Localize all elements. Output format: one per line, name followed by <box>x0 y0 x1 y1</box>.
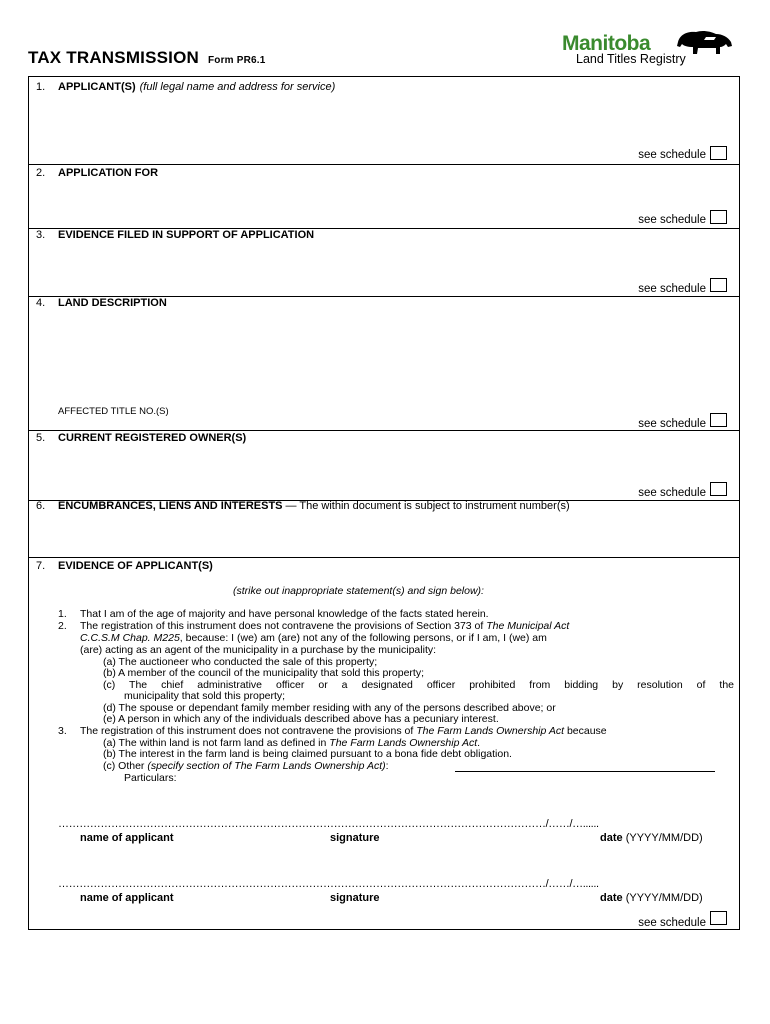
signature-line-1[interactable]: …………………………………………………………………………………………………………………………/……/…...... <box>58 818 599 830</box>
particulars-label: Particulars: <box>124 772 177 784</box>
signature-label-2: signature <box>330 892 380 904</box>
farm-lands-act-ref-2: The Farm Lands Ownership Act <box>329 737 478 749</box>
date-label-text-1: date <box>600 832 623 844</box>
divider-6 <box>28 557 740 558</box>
section-3-title: EVIDENCE FILED IN SUPPORT OF APPLICATION <box>58 229 315 241</box>
date-label-text-2: date <box>600 892 623 904</box>
divider-4 <box>28 430 740 431</box>
statement-3-text-b: because <box>564 725 607 737</box>
see-schedule-checkbox-6[interactable] <box>710 911 727 925</box>
section-6-number: 6. <box>36 500 46 512</box>
section-2-heading <box>36 167 158 179</box>
statement-2-item-a: (a) The auctioneer who conducted the sale of this property; <box>103 656 378 668</box>
statement-2-item-c-cont: municipality that sold this property; <box>124 690 286 702</box>
statement-2-text-b: , because: I (we) am (are) not any of the following persons, or if I am, I (we) am <box>179 632 547 644</box>
section-6-description: — The within document is subject to instrument number(s) <box>282 500 570 512</box>
date-label-1 <box>600 832 703 844</box>
section-1-title: APPLICANT(S) <box>58 81 136 93</box>
strike-out-note: (strike out inappropriate statement(s) and sign below): <box>233 585 484 597</box>
form-title-text: TAX TRANSMISSION <box>28 48 200 67</box>
statement-2-number: 2. <box>58 620 67 632</box>
statement-2-text-c: (are) acting as an agent of the municipality in a purchase by the municipality: <box>80 644 437 656</box>
see-schedule-label-4: see schedule <box>638 418 706 430</box>
section-4-title: LAND DESCRIPTION <box>58 297 167 309</box>
divider-1 <box>28 164 740 165</box>
section-3-heading <box>36 229 314 241</box>
municipal-act-ref: The Municipal Act <box>486 620 570 632</box>
section-2-number: 2. <box>36 167 46 179</box>
other-specify-line[interactable] <box>455 771 715 772</box>
affected-title-label: AFFECTED TITLE NO.(S) <box>58 406 169 417</box>
section-6-title: ENCUMBRANCES, LIENS AND INTERESTS <box>58 500 283 512</box>
manitoba-logo-text: Manitoba <box>562 32 651 55</box>
see-schedule-checkbox-1[interactable] <box>710 146 727 160</box>
section-7-heading <box>36 560 213 572</box>
see-schedule-checkbox-5[interactable] <box>710 482 727 496</box>
statement-2-line-2 <box>80 633 547 645</box>
statement-3-item-c-text: (c) Other <box>103 760 145 772</box>
statement-2-item-d: (d) The spouse or dependant family member residing with any of the persons described above; or <box>103 702 556 714</box>
section-2-title: APPLICATION FOR <box>58 167 159 179</box>
section-3-number: 3. <box>36 229 46 241</box>
date-format-1: (YYYY/MM/DD) <box>625 832 703 844</box>
section-4-number: 4. <box>36 297 46 309</box>
see-schedule-label-5: see schedule <box>638 487 706 499</box>
statement-3-item-a-end: . <box>477 737 481 749</box>
date-format-2: (YYYY/MM/DD) <box>625 892 703 904</box>
statement-2-item-c: (c) The chief administrative officer or a designated officer prohibited from bidding by resolution of the <box>103 679 734 691</box>
date-label-2 <box>600 892 703 904</box>
statement-1-text: That I am of the age of majority and have personal knowledge of the facts stated herein. <box>80 608 489 620</box>
name-of-applicant-label-2: name of applicant <box>80 892 174 904</box>
statement-2-item-e: (e) A person in which any of the individuals described above has a pecuniary interest. <box>103 713 499 725</box>
statement-3-item-c-colon: : <box>385 760 389 772</box>
statement-1-number: 1. <box>58 608 67 620</box>
statement-3-item-b: (b) The interest in the farm land is being claimed pursuant to a bona fide debt obligation. <box>103 748 512 760</box>
signature-line-2[interactable]: …………………………………………………………………………………………………………………………/……/…...... <box>58 878 599 890</box>
section-5-heading <box>36 432 246 444</box>
statement-2-line-1 <box>80 621 569 633</box>
statement-3-item-c-spec: (specify section of The Farm Lands Ownership Act) <box>147 760 386 772</box>
see-schedule-checkbox-2[interactable] <box>710 210 727 224</box>
statement-3-text-a: The registration of this instrument does not contravene the provisions of <box>80 725 414 737</box>
section-7-title: EVIDENCE OF APPLICANT(S) <box>58 560 213 572</box>
farm-lands-act-ref: The Farm Lands Ownership Act <box>416 725 565 737</box>
registry-name: Land Titles Registry <box>576 52 686 66</box>
statement-2-text-a: The registration of this instrument does not contravene the provisions of Section 373 of <box>80 620 484 632</box>
section-5-title: CURRENT REGISTERED OWNER(S) <box>58 432 247 444</box>
see-schedule-label-3: see schedule <box>638 283 706 295</box>
section-6-heading <box>36 500 570 512</box>
section-7-number: 7. <box>36 560 46 572</box>
see-schedule-label-2: see schedule <box>638 214 706 226</box>
section-1-number: 1. <box>36 81 46 93</box>
section-4-heading <box>36 297 167 309</box>
see-schedule-checkbox-4[interactable] <box>710 413 727 427</box>
form-number: Form PR6.1 <box>207 55 266 66</box>
statement-3-item-a-text: (a) The within land is not farm land as defined in <box>103 737 327 749</box>
statement-2-item-b: (b) A member of the council of the municipality that sold this property; <box>103 667 424 679</box>
statement-3-item-c <box>103 761 389 773</box>
form-title <box>28 48 266 68</box>
signature-label-1: signature <box>330 832 380 844</box>
statement-3-number: 3. <box>58 725 67 737</box>
section-1-heading <box>36 81 335 93</box>
statement-3-line-1 <box>80 726 607 738</box>
see-schedule-label-1: see schedule <box>638 149 706 161</box>
see-schedule-checkbox-3[interactable] <box>710 278 727 292</box>
section-1-subtitle: (full legal name and address for service) <box>139 81 336 93</box>
see-schedule-label-6: see schedule <box>638 917 706 929</box>
ccsm-ref: C.C.S.M Chap. M225 <box>80 632 180 644</box>
name-of-applicant-label-1: name of applicant <box>80 832 174 844</box>
section-5-number: 5. <box>36 432 46 444</box>
